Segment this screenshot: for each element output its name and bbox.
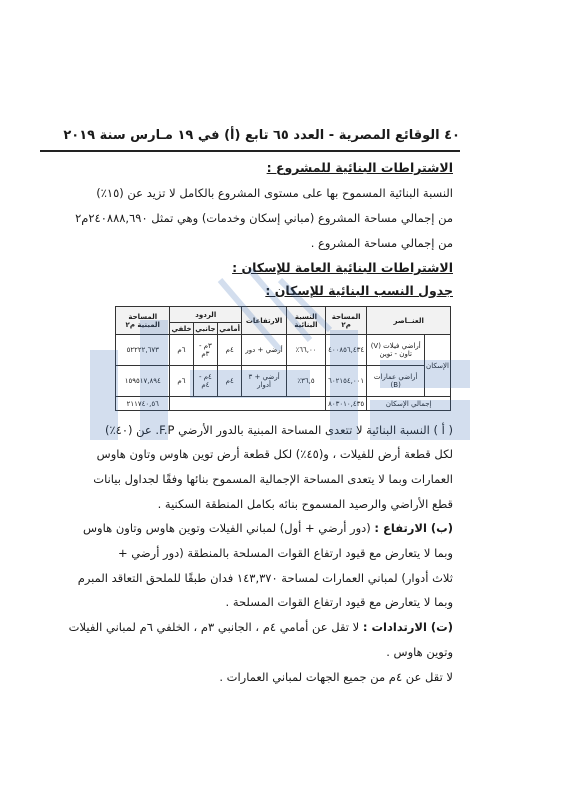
body-line: من إجمالي مساحة المشروع . [310, 236, 453, 250]
cell-area: ٦٠٢١٥٤,٠٠١ [325, 366, 366, 397]
para-c-label: (ت) الارتدادات : [362, 620, 453, 634]
table-title: جدول النسب البنائية للإسكان : [265, 283, 453, 298]
cell-name: أراضي عمارات (B) [367, 366, 425, 397]
col-header-back: خلفي [171, 324, 192, 333]
cell-total-area: ٨٠٣٠١٠,٤٣٥ [325, 397, 366, 411]
cell-front: ٤م [218, 366, 242, 397]
para-c-line: وتوين هاوس . [386, 645, 453, 659]
body-line: من إجمالي مساحة المشروع (مباني إسكان وخدمات) وهي تمثل ٢٤٠٨٨٨,٦٩٠م٢ [75, 211, 453, 225]
para-a-line: قطع الأراضي والرصيد المسموح بنائه بكامل المنطقة السكنية . [157, 497, 453, 511]
para-b-text: (دور أرضي + أول) لمباني الفيلات وتوين هاوس وتاون هاوس [83, 521, 371, 535]
header-rule [40, 150, 460, 152]
col-header-ratio: النسبة البنائية [287, 307, 326, 335]
col-header-elements: العنــاصر [367, 307, 451, 335]
col-header-setbacks: الردود [170, 307, 242, 323]
cell-ratio: ٣٦,٥٪ [287, 366, 326, 397]
col-header-front: أمامي [219, 324, 241, 333]
cell-ratio: ٦٦,٠٠٪ [287, 335, 326, 366]
cell-side: ٤م - ٤م [193, 366, 218, 397]
table-row [116, 335, 451, 366]
cell-back: ٦م [170, 335, 193, 366]
cell-front: ٤م [218, 335, 242, 366]
body-line: النسبة البنائية المسموح بها على مستوى المشروع بالكامل لا تزيد عن (١٥٪) [96, 186, 453, 200]
table-row [116, 366, 451, 397]
cell-back: ٦م [170, 366, 193, 397]
para-a-line: لكل قطعة أرض للفيلات ، و(٤٥٪) لكل قطعة أرض توين هاوس وتاون هاوس [96, 447, 453, 461]
para-b-line: وبما لا يتعارض مع قيود ارتفاع القوات المسلحة بالمنطقة (دور أرضي + [118, 546, 453, 560]
cell-height: أرضي + ٣ أدوار [242, 366, 287, 397]
para-b-line: ثلاث أدوار) لمباني العمارات لمساحة ١٤٣,٣٧٠ فدان طبقًا للملحق التعاقد المبرم [77, 571, 453, 585]
col-header-built-area: المساحة المبنية م٢ [116, 307, 170, 335]
cell-built: ١٥٩٥١٧,٨٩٤ [116, 366, 170, 397]
col-header-area: المساحة م٢ [325, 307, 366, 335]
section-title-project: الاشتراطات البنائية للمشروع : [266, 160, 453, 175]
cell-name: أراضي فيلات (V) تاون - توين [367, 335, 425, 366]
cell-total-label: إجمالي الإسكان [367, 397, 451, 411]
cell-area: ٤٠٠٨٥٦,٤٣٤ [325, 335, 366, 366]
cell-empty [170, 397, 325, 411]
para-a-line: ( أ ) النسبة البنائية لا تتعدى المساحة المبنية بالدور الأرضي F.P. عن (٤٠٪) [104, 423, 453, 437]
cell-side: ٣م - ٣م [193, 335, 218, 366]
building-ratios-table [115, 306, 451, 411]
col-header-heights: الارتفاعات [242, 307, 287, 335]
cell-built: ٥٢٢٢٢,٦٧٣ [116, 335, 170, 366]
para-b-line: وبما لا يتعارض مع قيود ارتفاع القوات المسلحة . [225, 595, 453, 609]
para-c-line: لا تقل عن ٤م من جميع الجهات لمباني العمارات . [219, 670, 453, 684]
para-c-text: لا تقل عن أمامي ٤م ، الجانبي ٣م ، الخلفي ٦م لمباني الفيلات [68, 620, 360, 634]
para-a-line: العمارات وبما لا يتعدى المساحة الإجمالية المسموح بنائها وفقًا لجداول بيانات [93, 472, 453, 486]
cell-total-built: ٢١١٧٤٠,٥٦ [116, 397, 170, 411]
para-b-first-line [83, 521, 453, 535]
page-header: ٤٠ الوقائع المصرية - العدد ٦٥ تابع (أ) في ١٩ مـارس سنة ٢٠١٩ [63, 128, 460, 143]
cell-height: أرضي + دور [242, 335, 287, 366]
row-group-housing: الإسكان [425, 335, 451, 397]
para-c-first-line [69, 620, 453, 634]
section-title-housing: الاشتراطات البنائية العامة للإسكان : [232, 260, 453, 275]
table-row-total [116, 397, 451, 411]
col-header-side: جانبي [193, 323, 218, 335]
para-b-label: (ب) الارتفاع : [374, 521, 453, 535]
